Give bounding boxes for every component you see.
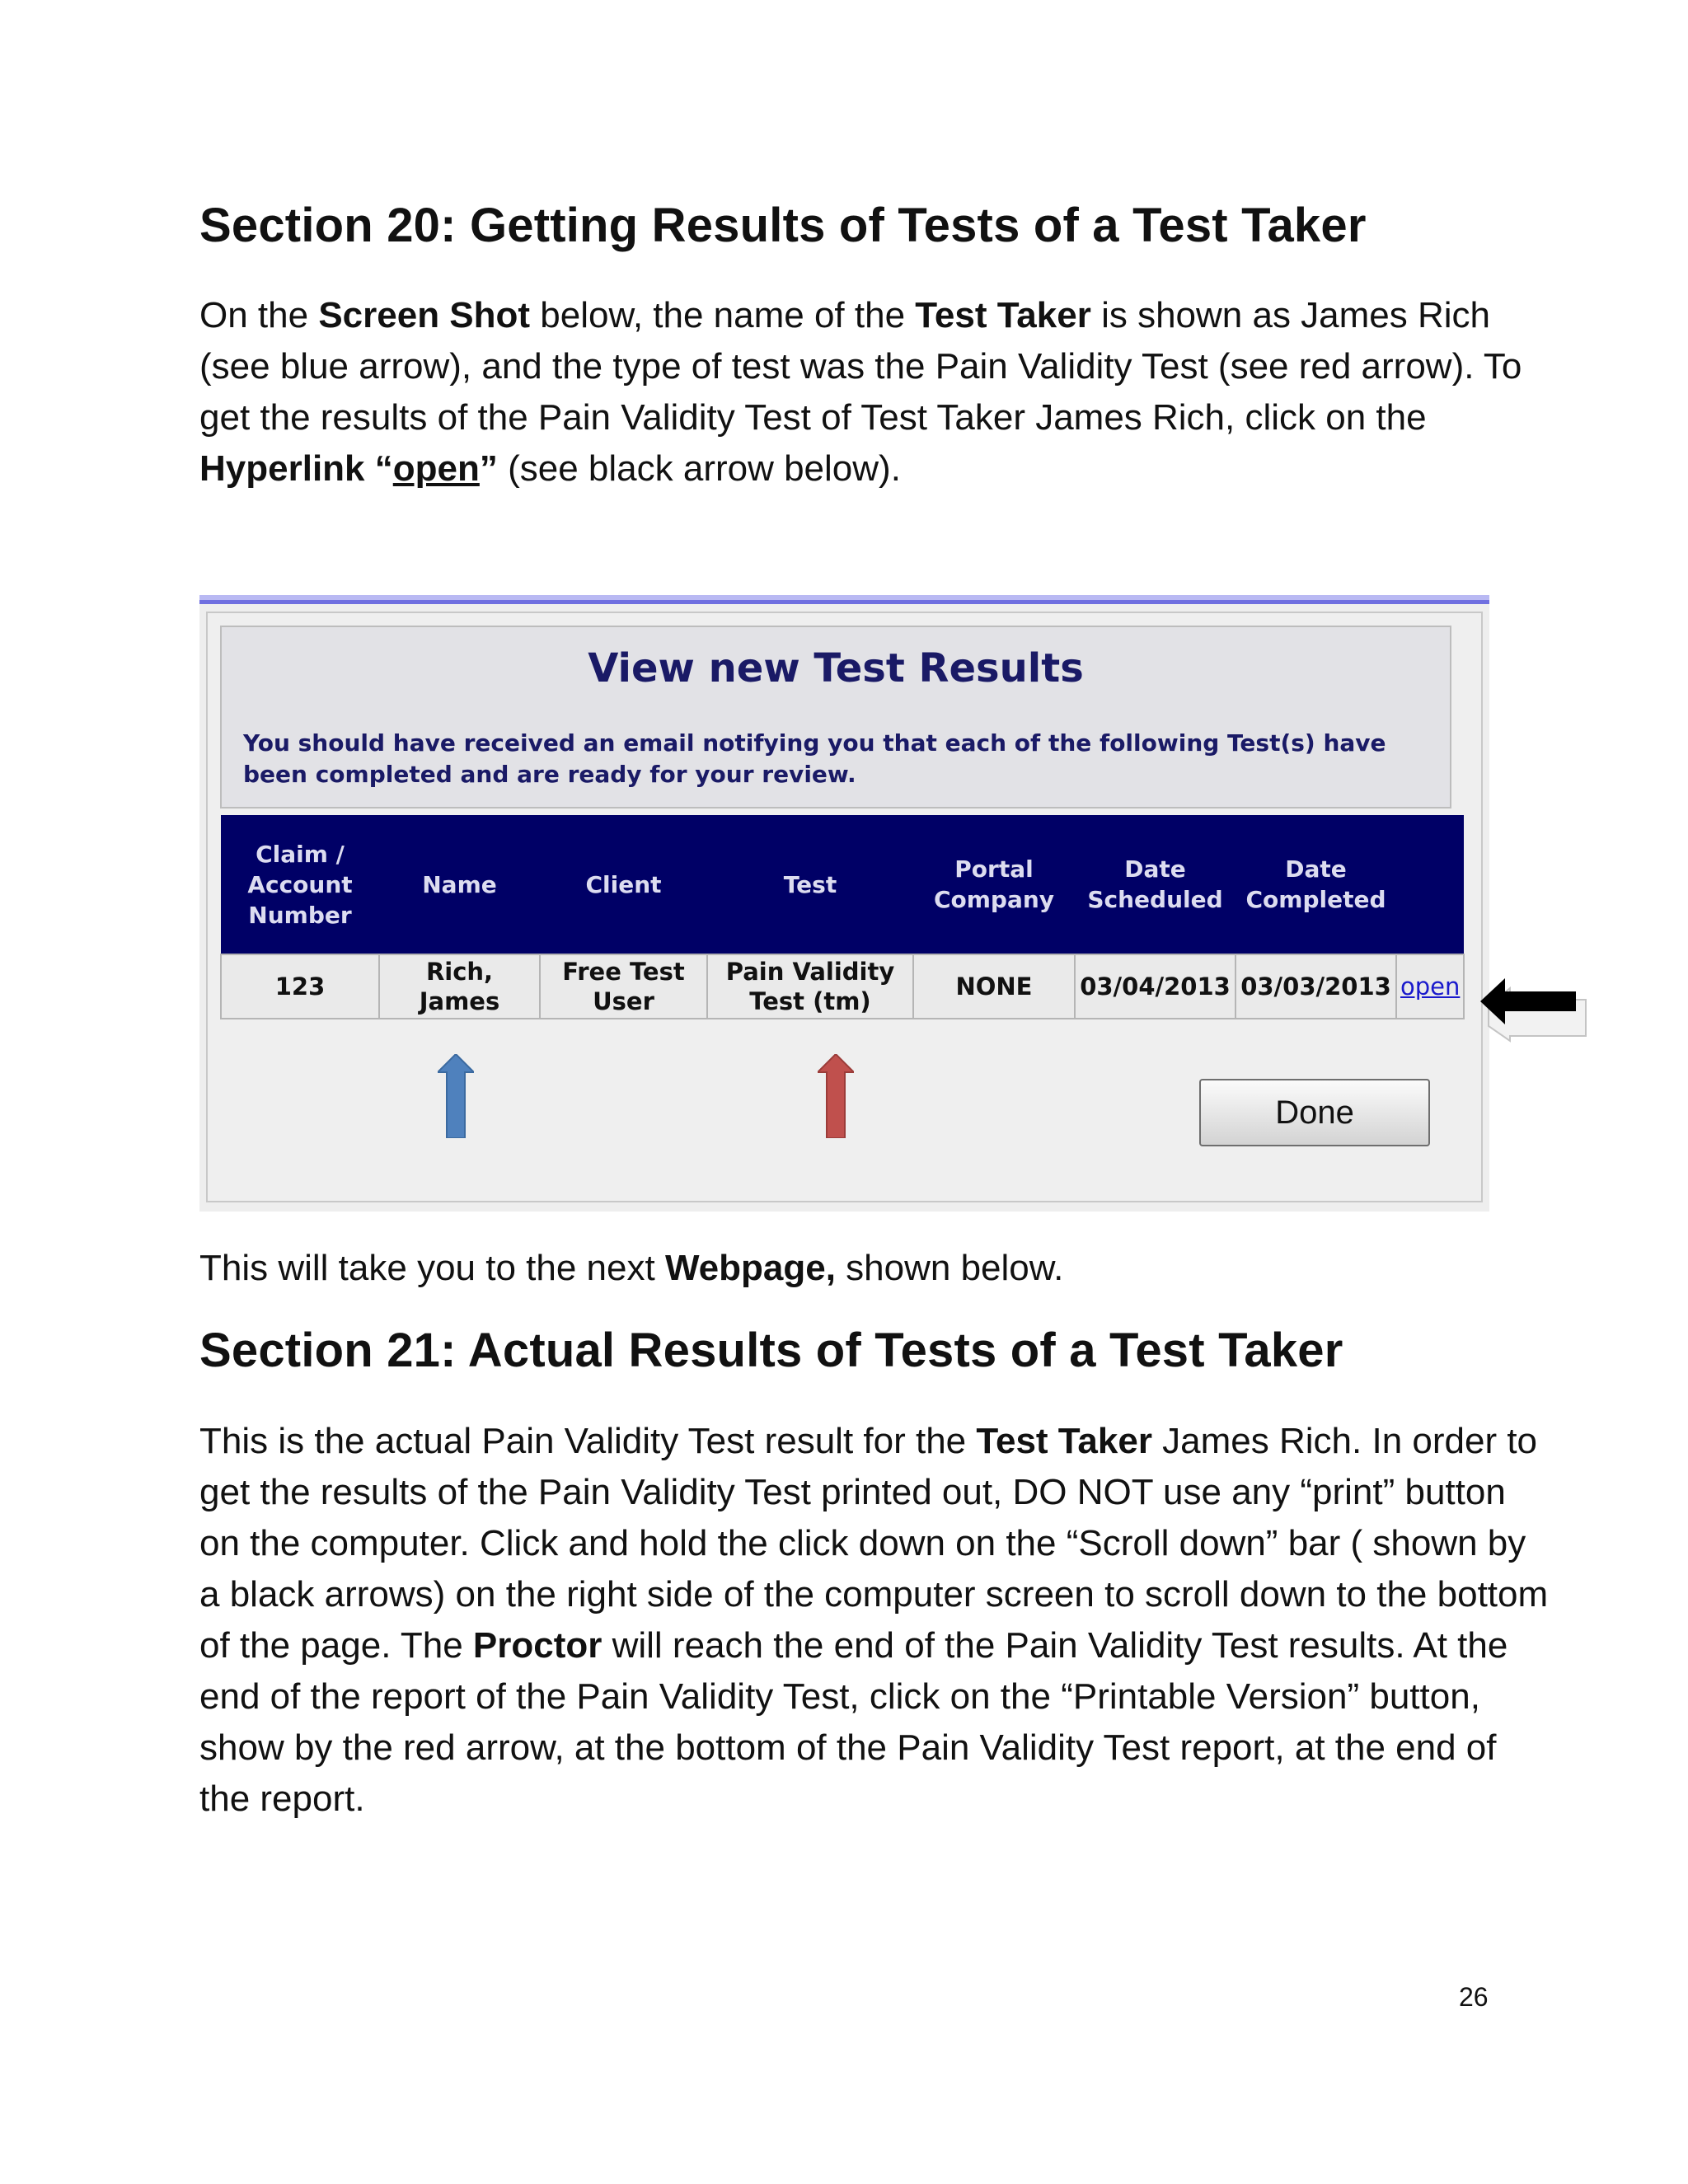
column-header: Portal Company <box>913 815 1075 954</box>
section-20-paragraph <box>199 290 1551 494</box>
column-header: Date Scheduled <box>1075 815 1236 954</box>
text-run: below, the name of the <box>530 295 916 335</box>
open-link[interactable]: open <box>1400 972 1461 1001</box>
screenshot-title: View new Test Results <box>588 645 1084 691</box>
column-header: Date Completed <box>1236 815 1396 954</box>
bold-run: ” <box>479 448 498 489</box>
text-run: will reach the end of the Pain Validity Test results. At the end of the report of the Pain Validity Test, click on the “Printable Version” button, show by the red arrow, at the bottom of the Pain Validity Test report, at the end of the report. <box>199 1625 1508 1819</box>
text-run: This is the actual Pain Validity Test result for the <box>199 1421 977 1461</box>
screenshot-view-new-test-results <box>199 595 1489 1212</box>
notification-message: You should have received an email notifying you that each of the following Test(s) have been completed and are ready for your review. <box>243 729 1386 788</box>
results-table <box>220 815 1465 1019</box>
page-number: 26 <box>1459 1982 1489 2012</box>
table-row <box>221 954 1464 1019</box>
cell-date-completed: 03/03/2013 <box>1236 954 1396 1019</box>
bold-run: Proctor <box>472 1625 603 1666</box>
text-run: James Rich. In order to get the results of the Pain Validity Test printed out, DO NOT use any “print” button on the computer. Click and hold the click down on the “Scroll down” bar ( shown by a black arrows) on the right side of the computer screen to scroll down to the bottom of the page. The <box>199 1421 1549 1666</box>
text-run: This will take you to the next <box>199 1248 665 1288</box>
top-border-dark <box>199 600 1489 604</box>
cell-client: Free Test User <box>540 954 707 1019</box>
section-21-heading: Section 21: Actual Results of Tests of a Test Taker <box>199 1324 1343 1377</box>
open-hyperlink-text: open <box>392 448 480 489</box>
section-20-heading: Section 20: Getting Results of Tests of a Test Taker <box>199 199 1367 252</box>
done-button[interactable]: Done <box>1199 1079 1430 1146</box>
cell-open <box>1396 954 1464 1019</box>
screenshot-panel <box>206 612 1483 1202</box>
cell-claim: 123 <box>221 954 379 1019</box>
cell-name: Rich, James <box>379 954 540 1019</box>
cell-portal: NONE <box>913 954 1075 1019</box>
column-header: Claim / Account Number <box>221 815 379 954</box>
bold-run: Test Taker <box>915 295 1091 335</box>
black-left-arrow-icon <box>1477 967 1589 1043</box>
bold-run: Hyperlink “ <box>199 448 393 489</box>
cell-test: Pain Validity Test (tm) <box>707 954 913 1019</box>
bold-run: Webpage, <box>664 1248 836 1288</box>
info-box <box>220 626 1451 808</box>
cell-date-scheduled: 03/04/2013 <box>1075 954 1236 1019</box>
column-header: Test <box>707 815 913 954</box>
column-header: Client <box>540 815 707 954</box>
text-run: is shown as James Rich (see blue arrow), and the type of test was the Pain Validity Test (see red arrow). To get the results of the Pain Validity Test of Test Taker James Rich, click on the <box>199 295 1522 438</box>
column-header-empty <box>1396 815 1464 954</box>
blue-up-arrow-icon <box>438 1054 474 1138</box>
section-21-paragraph <box>199 1416 1551 1825</box>
text-run: shown below. <box>835 1248 1064 1288</box>
bold-run: Screen Shot <box>318 295 531 335</box>
text-run: On the <box>199 295 319 335</box>
column-header: Name <box>379 815 540 954</box>
red-up-arrow-icon <box>818 1054 854 1138</box>
table-header-row <box>221 815 1464 954</box>
bold-run: Test Taker <box>976 1421 1152 1461</box>
text-run: (see black arrow below). <box>497 448 901 489</box>
after-screenshot-paragraph <box>199 1243 1551 1294</box>
